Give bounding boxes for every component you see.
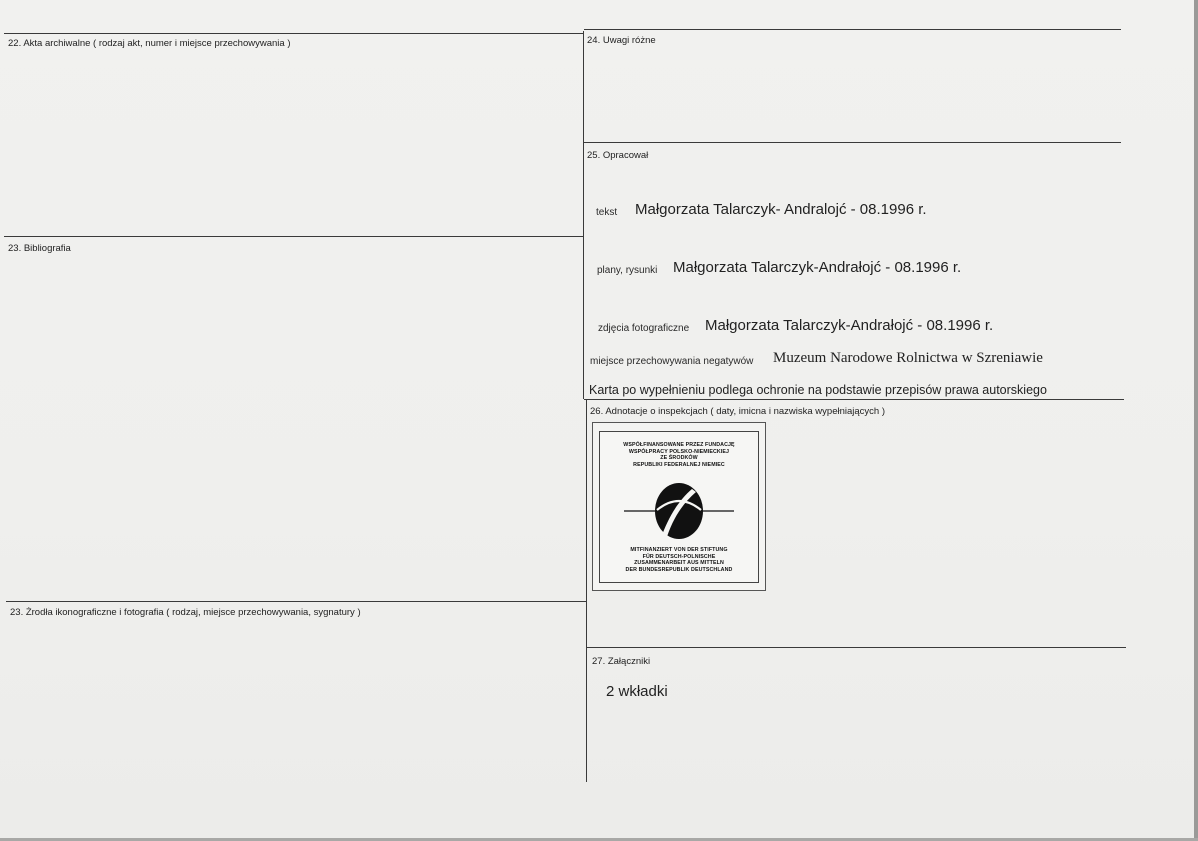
stamp-line: WSPÓŁFINANSOWANE PRZEZ FUNDACJĘ: [623, 442, 735, 448]
zalaczniki-value: 2 wkładki: [606, 683, 668, 700]
rule-top-right: [584, 29, 1121, 30]
stamp-line: ZE ŚRODKÓW: [660, 455, 698, 462]
divider-lower: [586, 399, 587, 782]
section-27-label: 27. Załączniki: [592, 656, 651, 667]
rule-opracowal: [584, 142, 1121, 143]
rule-zrodla: [6, 601, 586, 602]
section-22-label: 22. Akta archiwalne ( rodzaj akt, numer i miejsce przechowywania ): [8, 38, 291, 49]
section-23-bibliografia-label: 23. Bibliografia: [8, 243, 71, 254]
page-edge-right: [1194, 0, 1198, 841]
bridge-road-logo-icon: [624, 480, 734, 542]
stamp-line: FÜR DEUTSCH-POLNISCHE: [642, 553, 716, 560]
zdjecia-label: zdjęcia fotograficzne: [598, 323, 690, 334]
section-23-zrodla-label: 23. Żrodła ikonograficzne i fotografia ( rodzaj, miejsce przechowywania, sygnatury ): [10, 607, 361, 618]
funding-stamp-frame: [599, 431, 759, 583]
miejsce-value: Muzeum Narodowe Rolnictwa w Szreniawie: [773, 350, 1043, 366]
section-24-label: 24. Uwagi różne: [587, 35, 656, 46]
stamp-line: ZUSAMMENARBEIT AUS MITTELN: [634, 560, 724, 567]
tekst-label: tekst: [596, 207, 618, 218]
miejsce-label: miejsce przechowywania negatywów: [590, 356, 754, 367]
stamp-line: WSPÓŁPRACY POLSKO-NIEMIECKIEJ: [628, 448, 730, 455]
tekst-value: Małgorzata Talarczyk- Andralojć - 08.1996 r.: [635, 201, 927, 218]
rule-zalaczniki: [587, 647, 1126, 648]
zdjecia-value: Małgorzata Talarczyk-Andrałojć - 08.1996 r.: [705, 317, 994, 334]
stamp-line: REPUBLIKI FEDERALNEJ NIEMIEC: [633, 461, 725, 468]
funding-stamp: [592, 422, 766, 591]
stamp-german-text: [600, 547, 758, 573]
section-26-label: 26. Adnotacje o inspekcjach ( daty, imicna i nazwiska wypełniających ): [590, 406, 885, 417]
section-25-label: 25. Opracował: [587, 150, 649, 161]
rule-adnotacje: [584, 399, 1124, 400]
stamp-line: DER BUNDESREPUBLIK DEUTSCHLAND: [625, 566, 733, 573]
stamp-polish-text: [600, 442, 758, 468]
plany-label: plany, rysunki: [597, 265, 658, 276]
plany-value: Małgorzata Talarczyk-Andrałojć - 08.1996 r.: [673, 259, 962, 276]
copyright-notice: Karta po wypełnieniu podlega ochronie na podstawie przepisów prawa autorskiego: [589, 383, 1047, 397]
rule-bibliografia: [4, 236, 584, 237]
rule-top-left: [4, 33, 584, 34]
divider-upper: [583, 31, 584, 399]
stamp-line: MITFINANZIERT VON DER STIFTUNG: [630, 547, 728, 553]
